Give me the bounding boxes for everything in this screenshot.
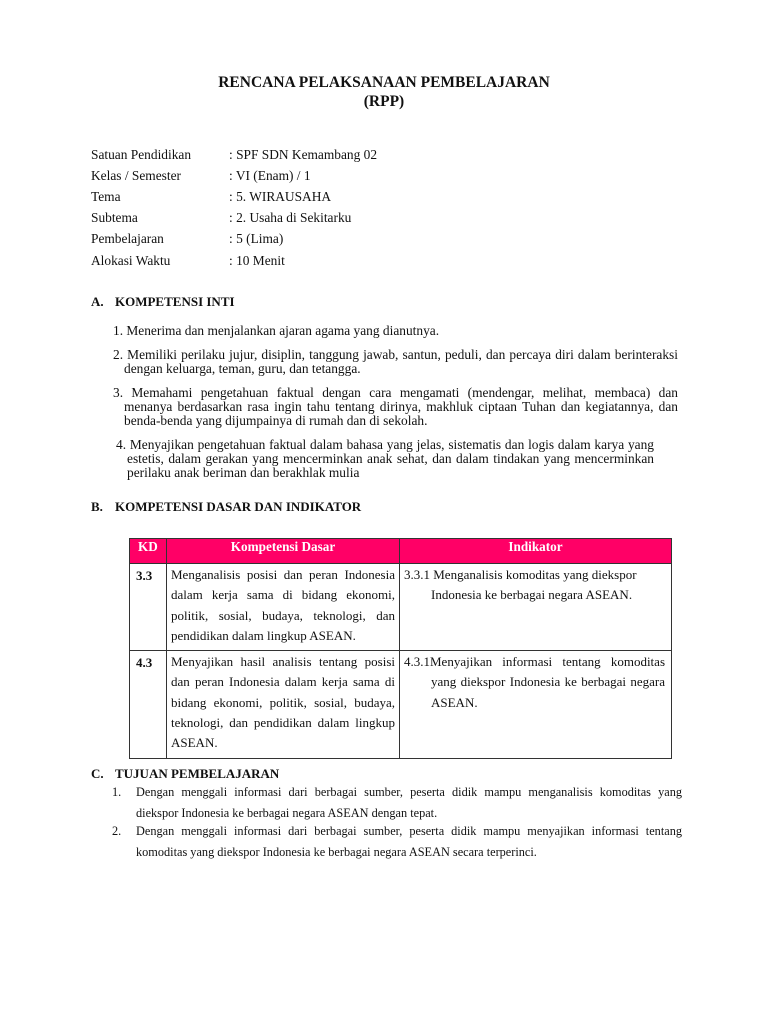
info-label-subtema: Subtema	[91, 210, 138, 225]
info-label-kelas-semester: Kelas / Semester	[91, 168, 181, 183]
header-kd: KD	[130, 539, 167, 564]
section-a-title: KOMPETENSI INTI	[115, 294, 235, 309]
section-a-letter: A.	[91, 294, 104, 309]
indikator-text	[400, 651, 672, 758]
tujuan-item-1	[112, 782, 682, 824]
table-row	[130, 564, 672, 651]
table-header-row	[130, 539, 672, 564]
kompetensi-text-content: Menyajikan hasil analisis tentang posisi dan peran Indonesia dalam kerja sama di bidang ekonomi, politik, sosial, budaya, teknologi, dan pendidikan dalam lingkup ASEAN.	[171, 654, 395, 751]
kompetensi-text-content: Menganalisis posisi dan peran Indonesia dalam kerja sama di bidang ekonomi, politik, sosial, budaya, teknologi, dan pendidikan dalam lingkup ASEAN.	[171, 567, 395, 643]
info-value-kelas-semester: : VI (Enam) / 1	[229, 168, 311, 183]
info-label-tema: Tema	[91, 189, 121, 204]
tujuan-item-1-number: 1.	[112, 785, 122, 799]
header-kompetensi-dasar: Kompetensi Dasar	[167, 539, 400, 564]
kd-number: 3.3	[130, 564, 167, 651]
kd-number: 4.3	[130, 651, 167, 758]
ki-item-2	[111, 348, 678, 376]
ki-item-4	[114, 438, 654, 480]
indikator-text-content: 3.3.1 Menganalisis komoditas yang diekspor Indonesia ke berbagai negara ASEAN.	[404, 567, 637, 603]
info-label-alokasi-waktu: Alokasi Waktu	[91, 253, 171, 268]
section-c-letter: C.	[91, 766, 104, 781]
info-value-satuan-pendidikan: : SPF SDN Kemambang 02	[229, 147, 378, 162]
info-value-pembelajaran: : 5 (Lima)	[229, 231, 284, 246]
section-b-title: KOMPETENSI DASAR DAN INDIKATOR	[115, 499, 362, 514]
ki-item-1	[111, 324, 678, 338]
indikator-text	[400, 564, 672, 651]
section-c-title: TUJUAN PEMBELAJARAN	[115, 766, 280, 781]
table-row	[130, 651, 672, 758]
ki-item-3-text: 3. Memahami pengetahuan faktual dengan cara mengamati (mendengar, melihat, membaca) dan menanya berdasarkan rasa ingin tahu tentang dirinya, makhluk ciptaan Tuhan dan kegiatannya, dan benda-benda yang dijumpainya di rumah dan di sekolah.	[113, 385, 678, 428]
kompetensi-text	[167, 651, 400, 758]
info-label-satuan-pendidikan: Satuan Pendidikan	[91, 147, 192, 162]
ki-item-4-text: 4. Menyajikan pengetahuan faktual dalam bahasa yang jelas, sistematis dan logis dalam karya yang estetis, dalam gerakan yang mencerminkan anak sehat, dan dalam tindakan yang mencerminkan perilaku anak beriman dan berakhlak mulia	[116, 437, 654, 480]
tujuan-item-2-text: Dengan menggali informasi dari berbagai sumber, peserta didik mampu menyajikan informasi tentang komoditas yang diekspor Indonesia ke berbagai negara ASEAN secara terperinci.	[136, 824, 682, 859]
tujuan-item-1-text: Dengan menggali informasi dari berbagai sumber, peserta didik mampu menganalisis komoditas yang diekspor Indonesia ke berbagai negara ASEAN dengan tepat.	[136, 785, 682, 820]
document-title: RENCANA PELAKSANAAN PEMBELAJARAN	[218, 74, 550, 91]
info-value-tema: : 5. WIRAUSAHA	[229, 189, 332, 204]
header-indikator: Indikator	[400, 539, 672, 564]
ki-item-2-text: 2. Memiliki perilaku jujur, disiplin, tanggung jawab, santun, peduli, dan percaya diri dalam berinteraksi dengan keluarga, teman, guru, dan tetangga.	[113, 347, 678, 376]
kd-indicator-table	[129, 538, 672, 759]
tujuan-item-2	[112, 821, 682, 863]
document-subtitle: (RPP)	[363, 93, 405, 110]
section-b-letter: B.	[91, 499, 103, 514]
ki-item-1-text: 1. Menerima dan menjalankan ajaran agama yang dianutnya.	[113, 323, 440, 338]
ki-item-3	[111, 386, 678, 428]
kompetensi-text	[167, 564, 400, 651]
info-value-alokasi-waktu: : 10 Menit	[229, 253, 285, 268]
indikator-text-content: 4.3.1Menyajikan informasi tentang komoditas yang diekspor Indonesia ke berbagai negara ASEAN.	[404, 654, 665, 710]
info-value-subtema: : 2. Usaha di Sekitarku	[229, 210, 352, 225]
tujuan-item-2-number: 2.	[112, 824, 122, 838]
info-label-pembelajaran: Pembelajaran	[91, 231, 164, 246]
